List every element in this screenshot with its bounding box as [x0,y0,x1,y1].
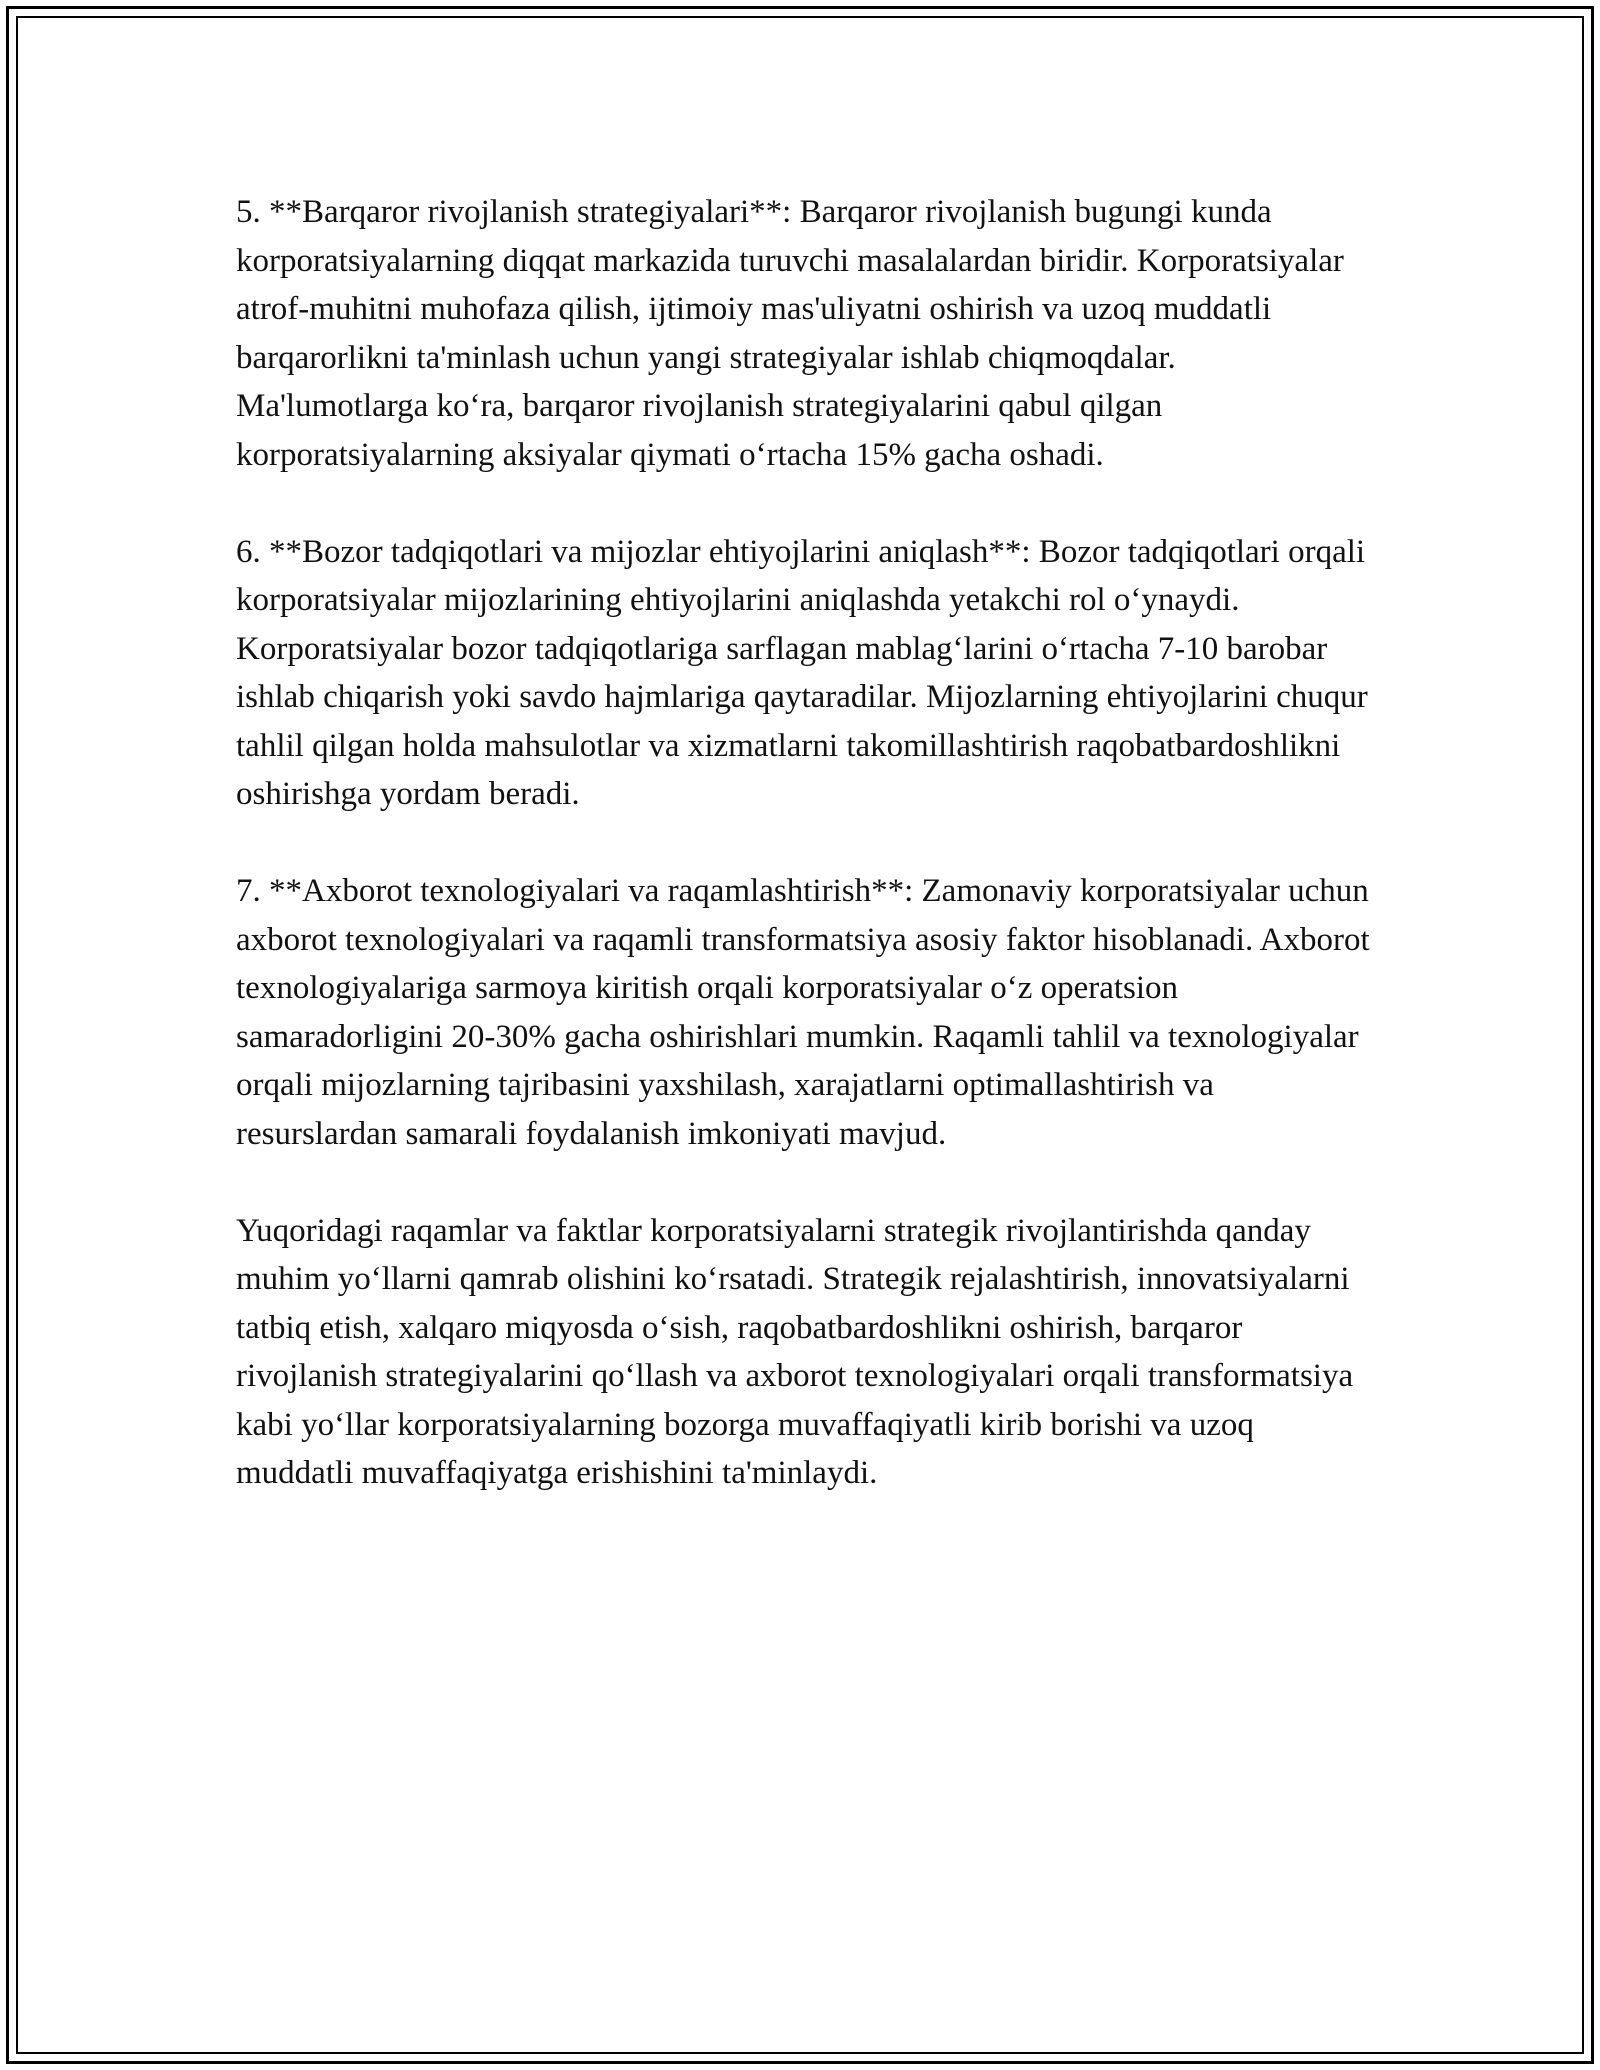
paragraph-sustainable-development: 5. **Barqaror rivojlanish strategiyalari**: Barqaror rivojlanish bugungi kunda korporatsiyalarning diqqat markazida turuvchi masalalardan biridir. Korporatsiyalar atrof-muhitni muhofaza qilish, ijtimoiy mas'uliyatni oshirish va uzoq muddatli barqarorlikni ta'minlash uchun yangi strategiyalar ishlab chiqmoqdalar. Ma'lumotlarga ko‘ra, barqaror rivojlanish strategiyalarini qabul qilgan korporatsiyalarning aksiyalar qiymati o‘rtacha 15% gacha oshadi. [236,194,1344,473]
paragraph-conclusion: Yuqoridagi raqamlar va faktlar korporatsiyalarni strategik rivojlantirishda qanday muhim yo‘llarni qamrab olishini ko‘rsatadi. Strategik rejalashtirish, innovatsiyalarni tatbiq etish, xalqaro miqyosda o‘sish, raqobatbardoshlikni oshirish, barqaror rivojlanish strategiyalarini qo‘llash va axborot texnologiyalari orqali transformatsiya kabi yo‘llar korporatsiyalarning bozorga muvaffaqiyatli kirib borishi va uzoq muddatli muvaffaqiyatga erishishini ta'minlaydi. [236,1212,1354,1491]
document-body [236,188,1376,1546]
paragraph-information-technology: 7. **Axborot texnologiyalari va raqamlashtirish**: Zamonaviy korporatsiyalar uchun axborot texnologiyalari va raqamli transformatsiya asosiy faktor hisoblanadi. Axborot texnologiyalariga sarmoya kiritish orqali korporatsiyalar o‘z operatsion samaradorligini 20-30% gacha oshirishlari mumkin. Raqamli tahlil va texnologiyalar orqali mijozlarning tajribasini yaxshilash, xarajatlarni optimallashtirish va resurslardan samarali foydalanish imkoniyati mavjud. [236,873,1370,1152]
paragraph-market-research: 6. **Bozor tadqiqotlari va mijozlar ehtiyojlarini aniqlash**: Bozor tadqiqotlari orqali korporatsiyalar mijozlarining ehtiyojlarini aniqlashda yetakchi rol o‘ynaydi. Korporatsiyalar bozor tadqiqotlariga sarflagan mablag‘larini o‘rtacha 7-10 barobar ishlab chiqarish yoki savdo hajmlariga qaytaradilar. Mijozlarning ehtiyojlarini chuqur tahlil qilgan holda mahsulotlar va xizmatlarni takomillashtirish raqobatbardoshlikni oshirishga yordam beradi. [236,533,1368,812]
